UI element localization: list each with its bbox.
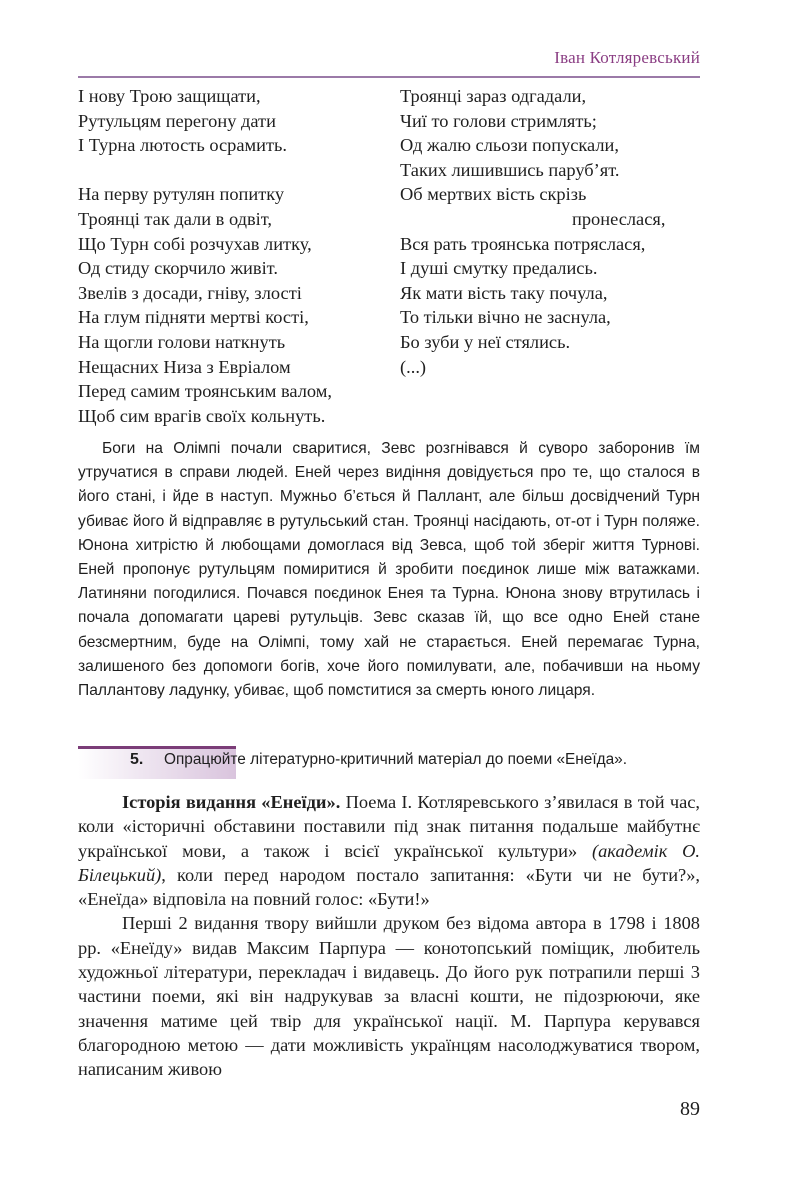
poem-line: Троянці зараз одгадали,: [400, 86, 587, 106]
poem-line: Перед самим троянським валом,: [78, 381, 332, 402]
task-text: Опрацюйте літературно-критичний матеріал до поеми «Енеїда».: [164, 751, 628, 768]
running-header: [78, 40, 700, 78]
poem-line: Од жалю сльози попускали,: [400, 135, 619, 156]
poem-line: Бо зуби у неї стялись.: [400, 331, 571, 352]
poem-line: І нову Трою защищати,: [78, 86, 261, 106]
poem-line: То тільки вічно не заснула,: [400, 307, 611, 328]
poem-line: На глум підняти мертві кості,: [78, 307, 309, 328]
poem-line-continuation: пронеслася,: [572, 208, 666, 229]
stanza-gap: [78, 158, 383, 183]
poem-line: Троянці так дали в одвіт,: [78, 208, 273, 229]
citation: (академік О. Білецький): [78, 840, 700, 885]
poem-line: Об мертвих вість скрізь: [400, 184, 587, 205]
poem-line: Таких лишившись паруб’ят.: [400, 159, 620, 180]
poem-line: На щогли голови наткнуть: [78, 331, 286, 352]
header-author: Іван Котляревський: [554, 48, 700, 67]
poem-line: Нещасних Низа з Евріалом: [78, 356, 291, 377]
poem-column-left: [78, 84, 383, 428]
poem-line: Чиї то голови стримлять;: [400, 110, 597, 131]
poem-line: Вся рать троянська потряслася,: [400, 233, 646, 254]
poem-line: І Турна лютость осрамить.: [78, 135, 288, 156]
poem-line: Од стиду скорчило живіт.: [78, 258, 278, 279]
poem-line: Як мати вість таку почула,: [400, 282, 608, 303]
poem-line: Що Турн собі розчухав литку,: [78, 233, 312, 254]
page-number: 89: [680, 1098, 700, 1120]
article-paragraph: Перші 2 видання твору вийшли друком без відома автора в 1798 і 1808 рр. «Енеїду» видав Максим Парпура — конотопський поміщик, любитель художньої літератури, перекладач і видавець. До його рук потрапили перші 3 частини поеми, які він надрукував за власні кошти, не підозрюючи, яке значення матиме цей твір для української нації. М. Парпура керувався благородною метою — дати можливість українцям насолоджуватися твором, написаним живою: [78, 913, 700, 1080]
task-number: 5.: [130, 751, 144, 768]
poem-stanza: [78, 84, 383, 158]
paragraph-text: , коли перед народом постало запитання: «Бути чи не бути?», «Енеїда» відповіла на повний голос: «Бути!»: [78, 864, 700, 910]
article-body: [78, 790, 700, 1082]
poem-line: Рутульцям перегону дати: [78, 110, 276, 131]
section-lead-title: Історія видання «Енеїди».: [122, 792, 341, 812]
poem-stanza: [78, 182, 383, 428]
task-heading: [78, 746, 700, 776]
poem-line: Звелів з досади, гніву, злості: [78, 282, 302, 303]
plot-summary: Боги на Олімпі почали свaритися, Зевс розгнівався й суворо заборонив їм утручатися в справи людей. Еней через видіння довідується про те, що сталося в його стані, і йде в наступ. Мужньо б’ється й Паллант, але більш досвідчений Турн убиває його й відправляє в рутульський стан. Троянці насідають, от-от і Турн поляже. Юнона хитрістю й любощами домоглася від Зевса, щоб той зберіг життя Турнові. Еней пропонує рутульцям помиритися й зробити поєдинок лише між ватажками. Латиняни погодилися. Почався поєдинок Енея та Турна. Юнона знову втрутилась і почала допомагати цареві рутульців. Зевс сказав їй, що все одно Еней стане безсмертним, буде на Олімпі, тому хай не старається. Еней перемагає Турна, залишеного без допомоги богів, хоче його помилувати, але, побачивши на ньому Паллантову ладунку, убиває, щоб помститися за смерть юного лицаря.: [78, 440, 700, 700]
poem-ellipsis: (...): [400, 356, 427, 377]
poem-line: І душі смутку предались.: [400, 258, 598, 279]
paragraph-text: Поема І. Котляревського з’явилася в той час, коли «історичні обставини поставили під знак питання подальше майбутнє української мови, а також і всієї української культури»: [78, 792, 700, 861]
poem-column-right: [400, 84, 700, 379]
poem-line: Щоб сим врагів своїх кольнуть.: [78, 405, 326, 426]
article-paragraph: [78, 790, 700, 911]
poem-line: На перву рутулян попитку: [78, 184, 285, 205]
